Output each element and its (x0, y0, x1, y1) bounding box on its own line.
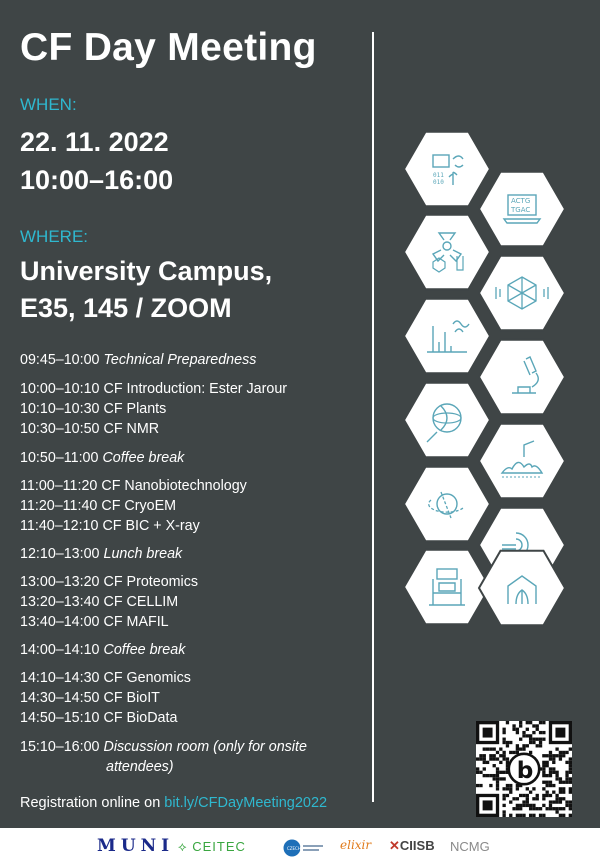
schedule-text: CF CELLIM (103, 594, 179, 610)
svg-text:010: 010 (433, 179, 444, 186)
qr-code[interactable] (476, 721, 572, 817)
schedule-item (20, 496, 176, 516)
microscope-icon (479, 340, 565, 414)
schedule-text: Discussion room (only for onsite (103, 739, 307, 755)
svg-text:b: b (516, 756, 534, 784)
schedule-time: 14:30–14:50 (20, 690, 100, 706)
robot-device-icon (404, 550, 490, 624)
schedule-item (20, 612, 169, 632)
schedule-text: CF CryoEM (101, 498, 177, 514)
event-date: 22. 11. 2022 (20, 127, 169, 157)
schedule-text: Lunch break (103, 546, 183, 562)
event-time: 10:00–16:00 (20, 165, 174, 195)
schedule-item (20, 640, 185, 660)
czech-logo (283, 838, 325, 863)
schedule-time: 15:10–16:00 (20, 739, 100, 755)
vertical-divider (372, 32, 374, 802)
schedule-time: 11:40–12:10 (20, 518, 99, 534)
cryo-globe-icon (404, 383, 490, 457)
surface-probe-icon (479, 424, 565, 498)
svg-text:011: 011 (433, 172, 444, 179)
schedule-item (20, 688, 160, 708)
footer-logos (0, 828, 600, 867)
schedule-time: 09:45–10:00 (20, 352, 100, 368)
when-label: WHEN: (20, 95, 77, 114)
data-plant-icon (404, 132, 490, 206)
registration-text: Registration online on (20, 795, 161, 811)
elixir-logo: elixir (340, 838, 372, 852)
schedule-item (20, 448, 184, 468)
schedule-item (20, 350, 256, 370)
muni-logo: MUNI (97, 836, 175, 856)
ceitec-logo: ⟡ CEITEC (178, 839, 246, 854)
svg-text:ACTG: ACTG (511, 197, 531, 205)
schedule-item (20, 476, 247, 496)
schedule-text-continued: attendees) (106, 759, 174, 775)
schedule-time: 13:20–13:40 (20, 594, 100, 610)
svg-text:CZECH: CZECH (287, 846, 301, 851)
schedule-time: 10:10–10:30 (20, 401, 100, 417)
ceitec-mark-icon: ⟡ (178, 839, 188, 854)
schedule-time: 14:50–15:10 (20, 710, 100, 726)
schedule-time: 14:00–14:10 (20, 642, 100, 658)
schedule-text: CF Introduction: Ester Jarour (103, 381, 288, 397)
ncmg-logo: NCMG (450, 839, 490, 854)
schedule-time: 11:20–11:40 (20, 498, 98, 514)
schedule-item (20, 419, 159, 439)
schedule-text: Technical Preparedness (103, 352, 257, 368)
schedule-item (20, 737, 307, 777)
hexagon-icon-grid (395, 130, 575, 630)
dna-laptop-icon (479, 172, 565, 246)
schedule-item (20, 544, 182, 564)
nmr-spectrum-icon (404, 299, 490, 373)
schedule-time: 10:50–11:00 (20, 450, 99, 466)
event-place-line2: E35, 145 / ZOOM (20, 293, 232, 323)
schedule-text: CF MAFIL (103, 614, 169, 630)
registration-link[interactable]: bit.ly/CFDayMeeting2022 (164, 795, 328, 811)
schedule-item (20, 379, 287, 399)
rotating-molecule-icon (404, 467, 490, 541)
where-label: WHERE: (20, 227, 88, 246)
schedule-text: CF Genomics (103, 670, 191, 686)
schedule-time: 13:40–14:00 (20, 614, 100, 630)
ciisb-mark-icon: ✕ (389, 838, 400, 853)
schedule-text: CF BioIT (103, 690, 160, 706)
schedule-time: 10:30–10:50 (20, 421, 100, 437)
schedule-time: 11:00–11:20 (20, 478, 98, 494)
schedule-text: CF BIC + X-ray (102, 518, 200, 534)
event-place-line1: University Campus, (20, 256, 273, 286)
schedule-text: Coffee break (103, 642, 186, 658)
schedule-item (20, 516, 200, 536)
schedule-text: CF Proteomics (103, 574, 199, 590)
schedule-item (20, 592, 178, 612)
schedule-text: CF Nanobiotechnology (101, 478, 247, 494)
nanoparticle-icon (479, 256, 565, 330)
schedule-time: 12:10–13:00 (20, 546, 100, 562)
schedule-item (20, 572, 198, 592)
schedule-item (20, 708, 177, 728)
schedule-text: CF Plants (103, 401, 167, 417)
svg-text:TGAC: TGAC (511, 206, 531, 214)
schedule-text: CF BioData (103, 710, 178, 726)
page-title: CF Day Meeting (20, 26, 317, 69)
schedule-text: Coffee break (102, 450, 185, 466)
registration-line (20, 795, 327, 811)
schedule-text: CF NMR (103, 421, 160, 437)
ciisb-logo: ✕CIISB (389, 838, 435, 853)
schedule-time: 10:00–10:10 (20, 381, 100, 397)
radiation-chemistry-icon (404, 215, 490, 289)
schedule-time: 13:00–13:20 (20, 574, 100, 590)
schedule-item (20, 668, 191, 688)
schedule-time: 14:10–14:30 (20, 670, 100, 686)
schedule-item (20, 399, 166, 419)
